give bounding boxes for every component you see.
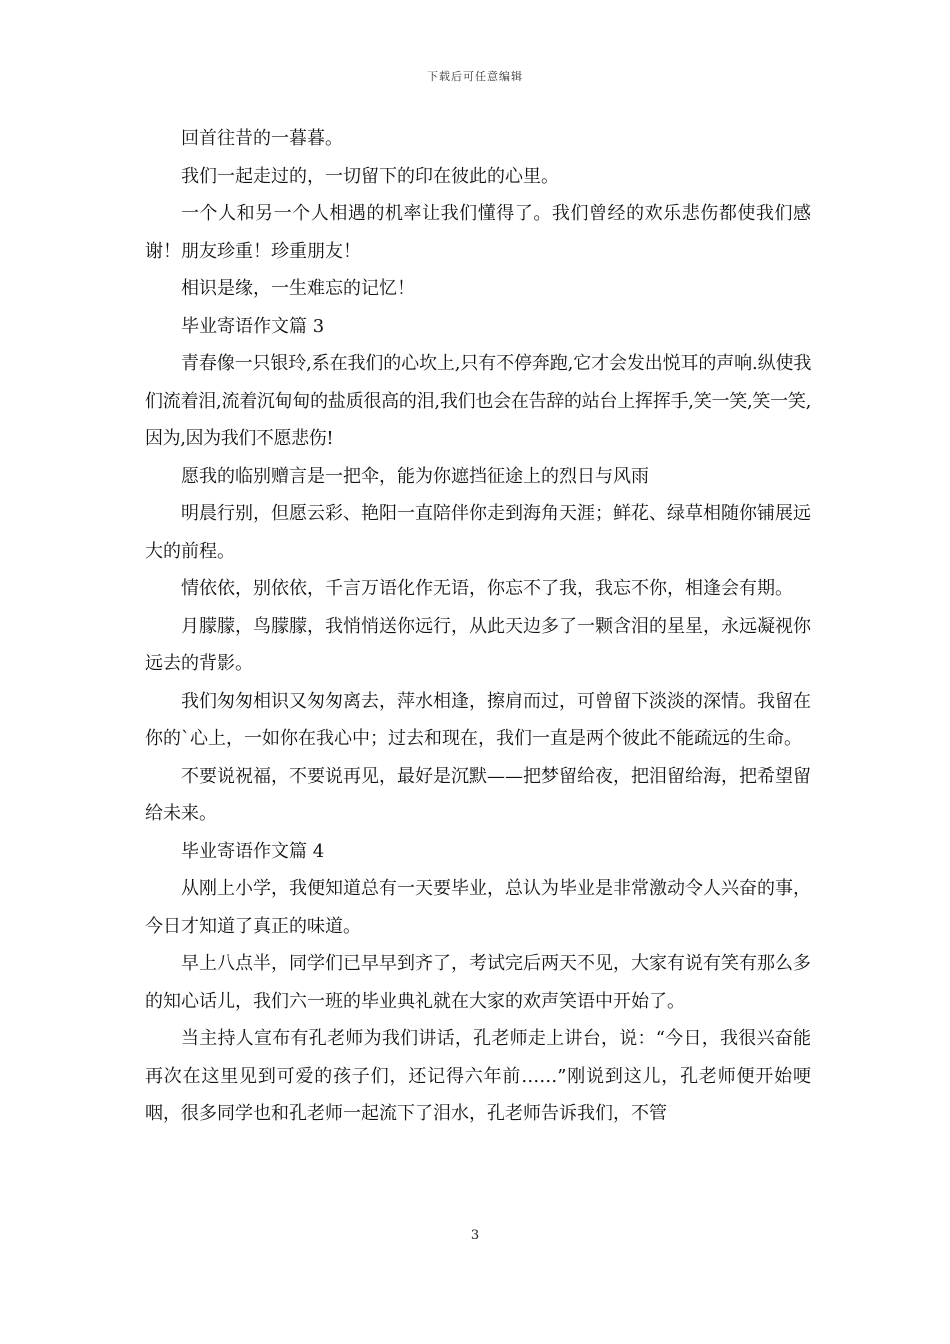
paragraph: 相识是缘，一生难忘的记忆！ <box>181 278 415 299</box>
paragraph: 从刚上小学，我便知道总有一天要毕业，总认为毕业是非常激动令人兴奋的事，今日才知道了真正的味道。 <box>145 878 811 937</box>
section-heading: 毕业寄语作文篇 3 <box>181 315 325 337</box>
page-header: 下载后可任意编辑 <box>427 70 523 83</box>
paragraph: 回首往昔的一暮暮。 <box>181 128 343 149</box>
page-number: 3 <box>470 1228 480 1243</box>
paragraph: 早上八点半，同学们已早早到齐了，考试完后两天不见，大家有说有笑有那么多的知心话儿，我们六一班的毕业典礼就在大家的欢声笑语中开始了。 <box>145 953 811 1012</box>
document-body <box>145 120 811 1133</box>
paragraph: 青春像一只银玲,系在我们的心坎上,只有不停奔跑,它才会发出悦耳的声响.纵使我们流着泪,流着沉甸甸的盐质很高的泪,我们也会在告辞的站台上挥挥手,笑一笑,笑一笑,因为,因为我们不愿悲伤! <box>145 353 811 449</box>
paragraph: 一个人和另一个人相遇的机率让我们懂得了。我们曾经的欢乐悲伤都使我们感谢！朋友珍重！珍重朋友！ <box>145 203 811 262</box>
section-heading: 毕业寄语作文篇 4 <box>181 840 325 862</box>
paragraph: 月朦朦，鸟朦朦，我悄悄送你远行，从此天边多了一颗含泪的星星，永远凝视你远去的背影。 <box>145 615 811 674</box>
paragraph: 当主持人宣布有孔老师为我们讲话，孔老师走上讲台，说：“今日，我很兴奋能再次在这里见到可爱的孩子们，还记得六年前……”刚说到这儿，孔老师便开始哽咽，很多同学也和孔老师一起流下了泪水，孔老师告诉我们，不管 <box>145 1028 811 1124</box>
paragraph: 愿我的临别赠言是一把伞，能为你遮挡征途上的烈日与风雨 <box>181 465 649 487</box>
paragraph: 明晨行别，但愿云彩、艳阳一直陪伴你走到海角天涯；鲜花、绿草相随你铺展远大的前程。 <box>145 503 811 562</box>
paragraph: 我们匆匆相识又匆匆离去，萍水相逢，擦肩而过，可曾留下淡淡的深情。我留在你的`心上，一如你在我心中；过去和现在，我们一直是两个彼此不能疏远的生命。 <box>145 690 811 749</box>
paragraph: 不要说祝福，不要说再见，最好是沉默——把梦留给夜，把泪留给海，把希望留给未来。 <box>145 765 811 824</box>
paragraph: 我们一起走过的，一切留下的印在彼此的心里。 <box>181 165 559 187</box>
paragraph: 情依依，别依依，千言万语化作无语，你忘不了我，我忘不你，相逢会有期。 <box>181 578 793 599</box>
